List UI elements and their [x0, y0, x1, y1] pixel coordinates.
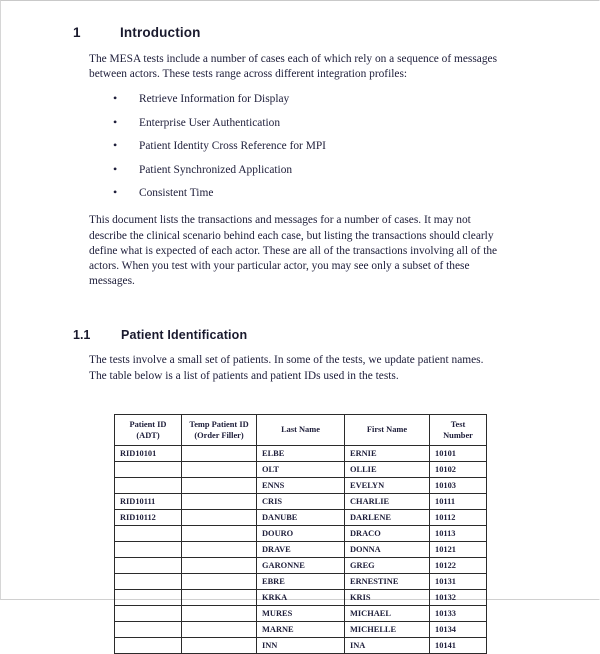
cell-test-number: 10121: [430, 541, 487, 557]
cell-patient-id: [115, 621, 182, 637]
cell-patient-id: [115, 557, 182, 573]
column-header-line-2: (ADT): [136, 430, 160, 440]
cell-last-name: OLT: [257, 461, 345, 477]
list-item-label: Enterprise User Authentication: [139, 116, 281, 129]
column-header-test-number: [430, 414, 487, 445]
cell-test-number: 10141: [430, 637, 487, 653]
cell-patient-id: RID10112: [115, 509, 182, 525]
section-1-1-number: 1.1: [73, 328, 91, 343]
cell-patient-id: [115, 637, 182, 653]
cell-first-name: KRIS: [345, 589, 430, 605]
column-header-temp-patient-id: [182, 414, 257, 445]
table-row: [115, 637, 487, 653]
table-header-row: [115, 414, 487, 445]
cell-test-number: 10102: [430, 461, 487, 477]
cell-test-number: 10103: [430, 477, 487, 493]
section-1-number: 1: [73, 25, 81, 40]
cell-first-name: INA: [345, 637, 430, 653]
cell-temp-patient-id: [182, 605, 257, 621]
cell-last-name: EBRE: [257, 573, 345, 589]
cell-temp-patient-id: [182, 557, 257, 573]
section-1-heading: [73, 25, 503, 40]
table-row: [115, 605, 487, 621]
cell-patient-id: [115, 573, 182, 589]
table-row: [115, 589, 487, 605]
table-row: [115, 509, 487, 525]
cell-patient-id: RID10101: [115, 445, 182, 461]
section-1-1-title: Patient Identification: [121, 328, 248, 343]
cell-first-name: ERNESTINE: [345, 573, 430, 589]
cell-test-number: 10134: [430, 621, 487, 637]
section-1-1-paragraph: The tests involve a small set of patients. In some of the tests, we update patient names. The table below is a list of patients and patient IDs used in the tests.: [89, 354, 484, 382]
patients-table-wrapper: [114, 414, 486, 654]
cell-test-number: 10101: [430, 445, 487, 461]
document-content: [73, 25, 503, 654]
list-item-label: Consistent Time: [139, 187, 214, 200]
column-header-line-1: First Name: [366, 425, 408, 435]
table-row: [115, 573, 487, 589]
cell-last-name: DANUBE: [257, 509, 345, 525]
cell-last-name: INN: [257, 637, 345, 653]
list-item-label: Patient Synchronized Application: [139, 163, 293, 176]
cell-temp-patient-id: [182, 621, 257, 637]
cell-test-number: 10122: [430, 557, 487, 573]
cell-last-name: ELBE: [257, 445, 345, 461]
column-header-line-1: Last Name: [281, 425, 320, 435]
cell-patient-id: [115, 541, 182, 557]
table-row: [115, 461, 487, 477]
cell-patient-id: [115, 525, 182, 541]
cell-first-name: DARLENE: [345, 509, 430, 525]
column-header-line-1: Test: [450, 419, 466, 429]
patients-table-head: [115, 414, 487, 445]
cell-last-name: MURES: [257, 605, 345, 621]
section-1-closing-paragraph: This document lists the transactions and messages for a number of cases. It may not describe the clinical scenario behind each case, but listing the transactions should clearly define what is expected of each actor. These are all of the transactions involving all of the actors. When you test with your particular actor, you may see only a subset of these messages.: [89, 214, 498, 288]
cell-temp-patient-id: [182, 477, 257, 493]
table-row: [115, 557, 487, 573]
cell-first-name: CHARLIE: [345, 493, 430, 509]
cell-test-number: 10111: [430, 493, 487, 509]
cell-temp-patient-id: [182, 573, 257, 589]
cell-first-name: ERNIE: [345, 445, 430, 461]
column-header-last-name: [257, 414, 345, 445]
cell-temp-patient-id: [182, 461, 257, 477]
cell-temp-patient-id: [182, 637, 257, 653]
cell-test-number: 10133: [430, 605, 487, 621]
cell-first-name: GREG: [345, 557, 430, 573]
list-item: [113, 186, 503, 201]
list-item: [113, 163, 503, 178]
cell-patient-id: [115, 461, 182, 477]
cell-patient-id: RID10111: [115, 493, 182, 509]
cell-temp-patient-id: [182, 525, 257, 541]
cell-first-name: MICHELLE: [345, 621, 430, 637]
cell-last-name: MARNE: [257, 621, 345, 637]
column-header-first-name: [345, 414, 430, 445]
cell-last-name: KRKA: [257, 589, 345, 605]
cell-first-name: OLLIE: [345, 461, 430, 477]
cell-temp-patient-id: [182, 445, 257, 461]
cell-first-name: MICHAEL: [345, 605, 430, 621]
table-spacer: [89, 397, 503, 414]
cell-patient-id: [115, 605, 182, 621]
table-row: [115, 477, 487, 493]
list-item: [113, 92, 503, 107]
column-header-line-1: Patient ID: [129, 419, 167, 429]
cell-temp-patient-id: [182, 589, 257, 605]
table-row: [115, 445, 487, 461]
column-header-line-2: (Order Filler): [194, 430, 244, 440]
cell-first-name: DRACO: [345, 525, 430, 541]
cell-last-name: DOURO: [257, 525, 345, 541]
cell-last-name: DRAVE: [257, 541, 345, 557]
table-row: [115, 541, 487, 557]
cell-test-number: 10112: [430, 509, 487, 525]
cell-last-name: CRIS: [257, 493, 345, 509]
cell-patient-id: [115, 477, 182, 493]
cell-test-number: 10113: [430, 525, 487, 541]
list-item: [113, 139, 503, 154]
table-row: [115, 525, 487, 541]
column-header-line-1: Temp Patient ID: [189, 419, 249, 429]
table-row: [115, 493, 487, 509]
cell-first-name: DONNA: [345, 541, 430, 557]
patients-table-body: [115, 445, 487, 653]
cell-test-number: 10132: [430, 589, 487, 605]
list-item: [113, 116, 503, 131]
cell-temp-patient-id: [182, 493, 257, 509]
table-row: [115, 621, 487, 637]
section-1-1-heading: [73, 328, 503, 342]
cell-last-name: GARONNE: [257, 557, 345, 573]
list-item-label: Retrieve Information for Display: [139, 93, 290, 106]
cell-test-number: 10131: [430, 573, 487, 589]
section-1-title: Introduction: [120, 25, 201, 40]
cell-temp-patient-id: [182, 541, 257, 557]
integration-profiles-list: [89, 92, 503, 201]
section-spacer: [89, 302, 503, 328]
cell-first-name: EVELYN: [345, 477, 430, 493]
column-header-line-2: Number: [443, 430, 473, 440]
patients-table: [114, 414, 487, 654]
list-item-label: Patient Identity Cross Reference for MPI: [139, 140, 326, 153]
column-header-patient-id: [115, 414, 182, 445]
cell-patient-id: [115, 589, 182, 605]
cell-temp-patient-id: [182, 509, 257, 525]
section-1-intro-paragraph: The MESA tests include a number of cases each of which rely on a sequence of messages between actors. These tests range across different integration profiles:: [89, 53, 498, 81]
cell-last-name: ENNS: [257, 477, 345, 493]
